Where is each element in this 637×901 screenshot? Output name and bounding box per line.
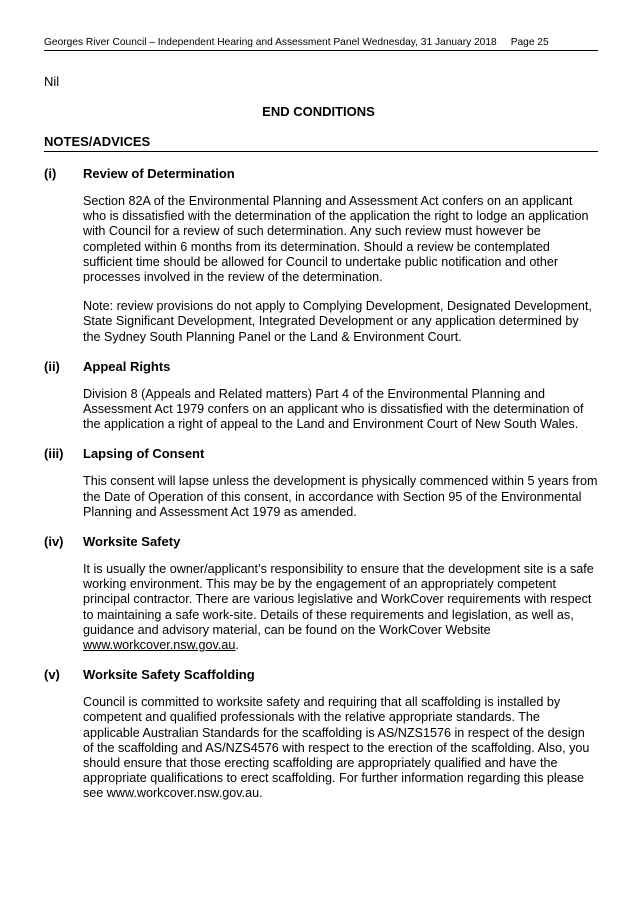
paragraph <box>83 562 598 653</box>
section-heading <box>44 359 598 375</box>
paragraph: Section 82A of the Environmental Planning and Assessment Act confers on an applicant who is dissatisfied with the determination of the application the right to lodge an application with Council for a review of such determination. Any such review must however be completed within 6 months from its determination. Should a review be contemplated sufficient time should be allowed for Council to undertake public notification and other processes involved in the review of the determination. <box>83 194 589 285</box>
paragraph: This consent will lapse unless the development is physically commenced within 5 years from the Date of Operation of this consent, in accordance with Section 95 of the Environmental Planning and Assessment Act 1979 as amended. <box>83 474 598 519</box>
paragraph: Division 8 (Appeals and Related matters) Part 4 of the Environmental Planning and Assessment Act 1979 confers on an applicant who is dissatisfied with the determination of the application a right of appeal to the Land and Environment Court of New South Wales. <box>83 386 584 432</box>
paragraph: Council is committed to worksite safety and requiring that all scaffolding is installed by competent and qualified professionals with the relative appropriate standards. The applicable Australian Standards for the scaffolding is AS/NZS1576 in respect of the design of the scaffolding and AS/NZS4576 with respect to the erection of the scaffolding. Also, you should ensure that those erecting scaffolding are appropriately qualified and have the appropriate qualifications to erect scaffolding. For further information regarding this please see www.workcover.nsw.gov.au. <box>83 695 590 801</box>
notes-advices-heading: NOTES/ADVICES <box>44 134 598 152</box>
section-title: Review of Determination <box>83 166 235 181</box>
paragraph-end: . <box>235 638 239 653</box>
section-number: (v) <box>44 667 60 683</box>
section-number: (iii) <box>44 446 64 462</box>
section-heading <box>44 667 598 683</box>
section-review-of-determination <box>44 166 598 345</box>
section-title: Worksite Safety Scaffolding <box>83 667 255 683</box>
end-conditions-heading <box>0 104 637 119</box>
section-heading <box>44 446 598 462</box>
end-conditions-label: END CONDITIONS <box>262 104 375 119</box>
section-number: (iv) <box>44 534 64 550</box>
section-number: (ii) <box>44 358 60 374</box>
section-body <box>83 474 598 520</box>
section-body <box>83 194 598 345</box>
section-title: Worksite Safety <box>83 534 181 550</box>
page-number: Page 25 <box>510 37 549 48</box>
header-text: Georges River Council – Independent Hearing and Assessment Panel Wednesday, 31 January 2018 <box>44 37 497 48</box>
paragraph-text: It is usually the owner/applicant’s responsibility to ensure that the development site is a safe working environment. This may be by the engagement of an appropriately competent principal contractor. There are various legislative and WorkCover requirements with respect to maintaining a safe work-site. Details of these requirements and legislation, as well as, guidance and advisory material, can be found on the WorkCover Website <box>83 562 594 637</box>
notes-sections <box>44 166 598 816</box>
section-heading <box>44 534 598 550</box>
section-worksite-safety-scaffolding <box>44 667 598 801</box>
section-appeal-rights <box>44 359 598 433</box>
section-title: Appeal Rights <box>83 358 171 374</box>
section-number: (i) <box>44 166 57 181</box>
section-lapsing-of-consent <box>44 446 598 520</box>
workcover-website-link[interactable]: www.workcover.nsw.gov.au <box>83 638 236 653</box>
section-heading <box>44 166 598 182</box>
section-body <box>83 562 598 653</box>
section-body <box>83 387 598 433</box>
nil-text: Nil <box>44 74 60 89</box>
section-body <box>83 695 598 801</box>
section-worksite-safety <box>44 534 598 653</box>
page-header <box>44 36 598 51</box>
paragraph: Note: review provisions do not apply to Complying Development, Designated Development, State Significant Development, Integrated Development or any application determined by the Sydney South Planning Panel or the Land & Environment Court. <box>83 299 592 344</box>
section-title: Lapsing of Consent <box>83 446 205 462</box>
